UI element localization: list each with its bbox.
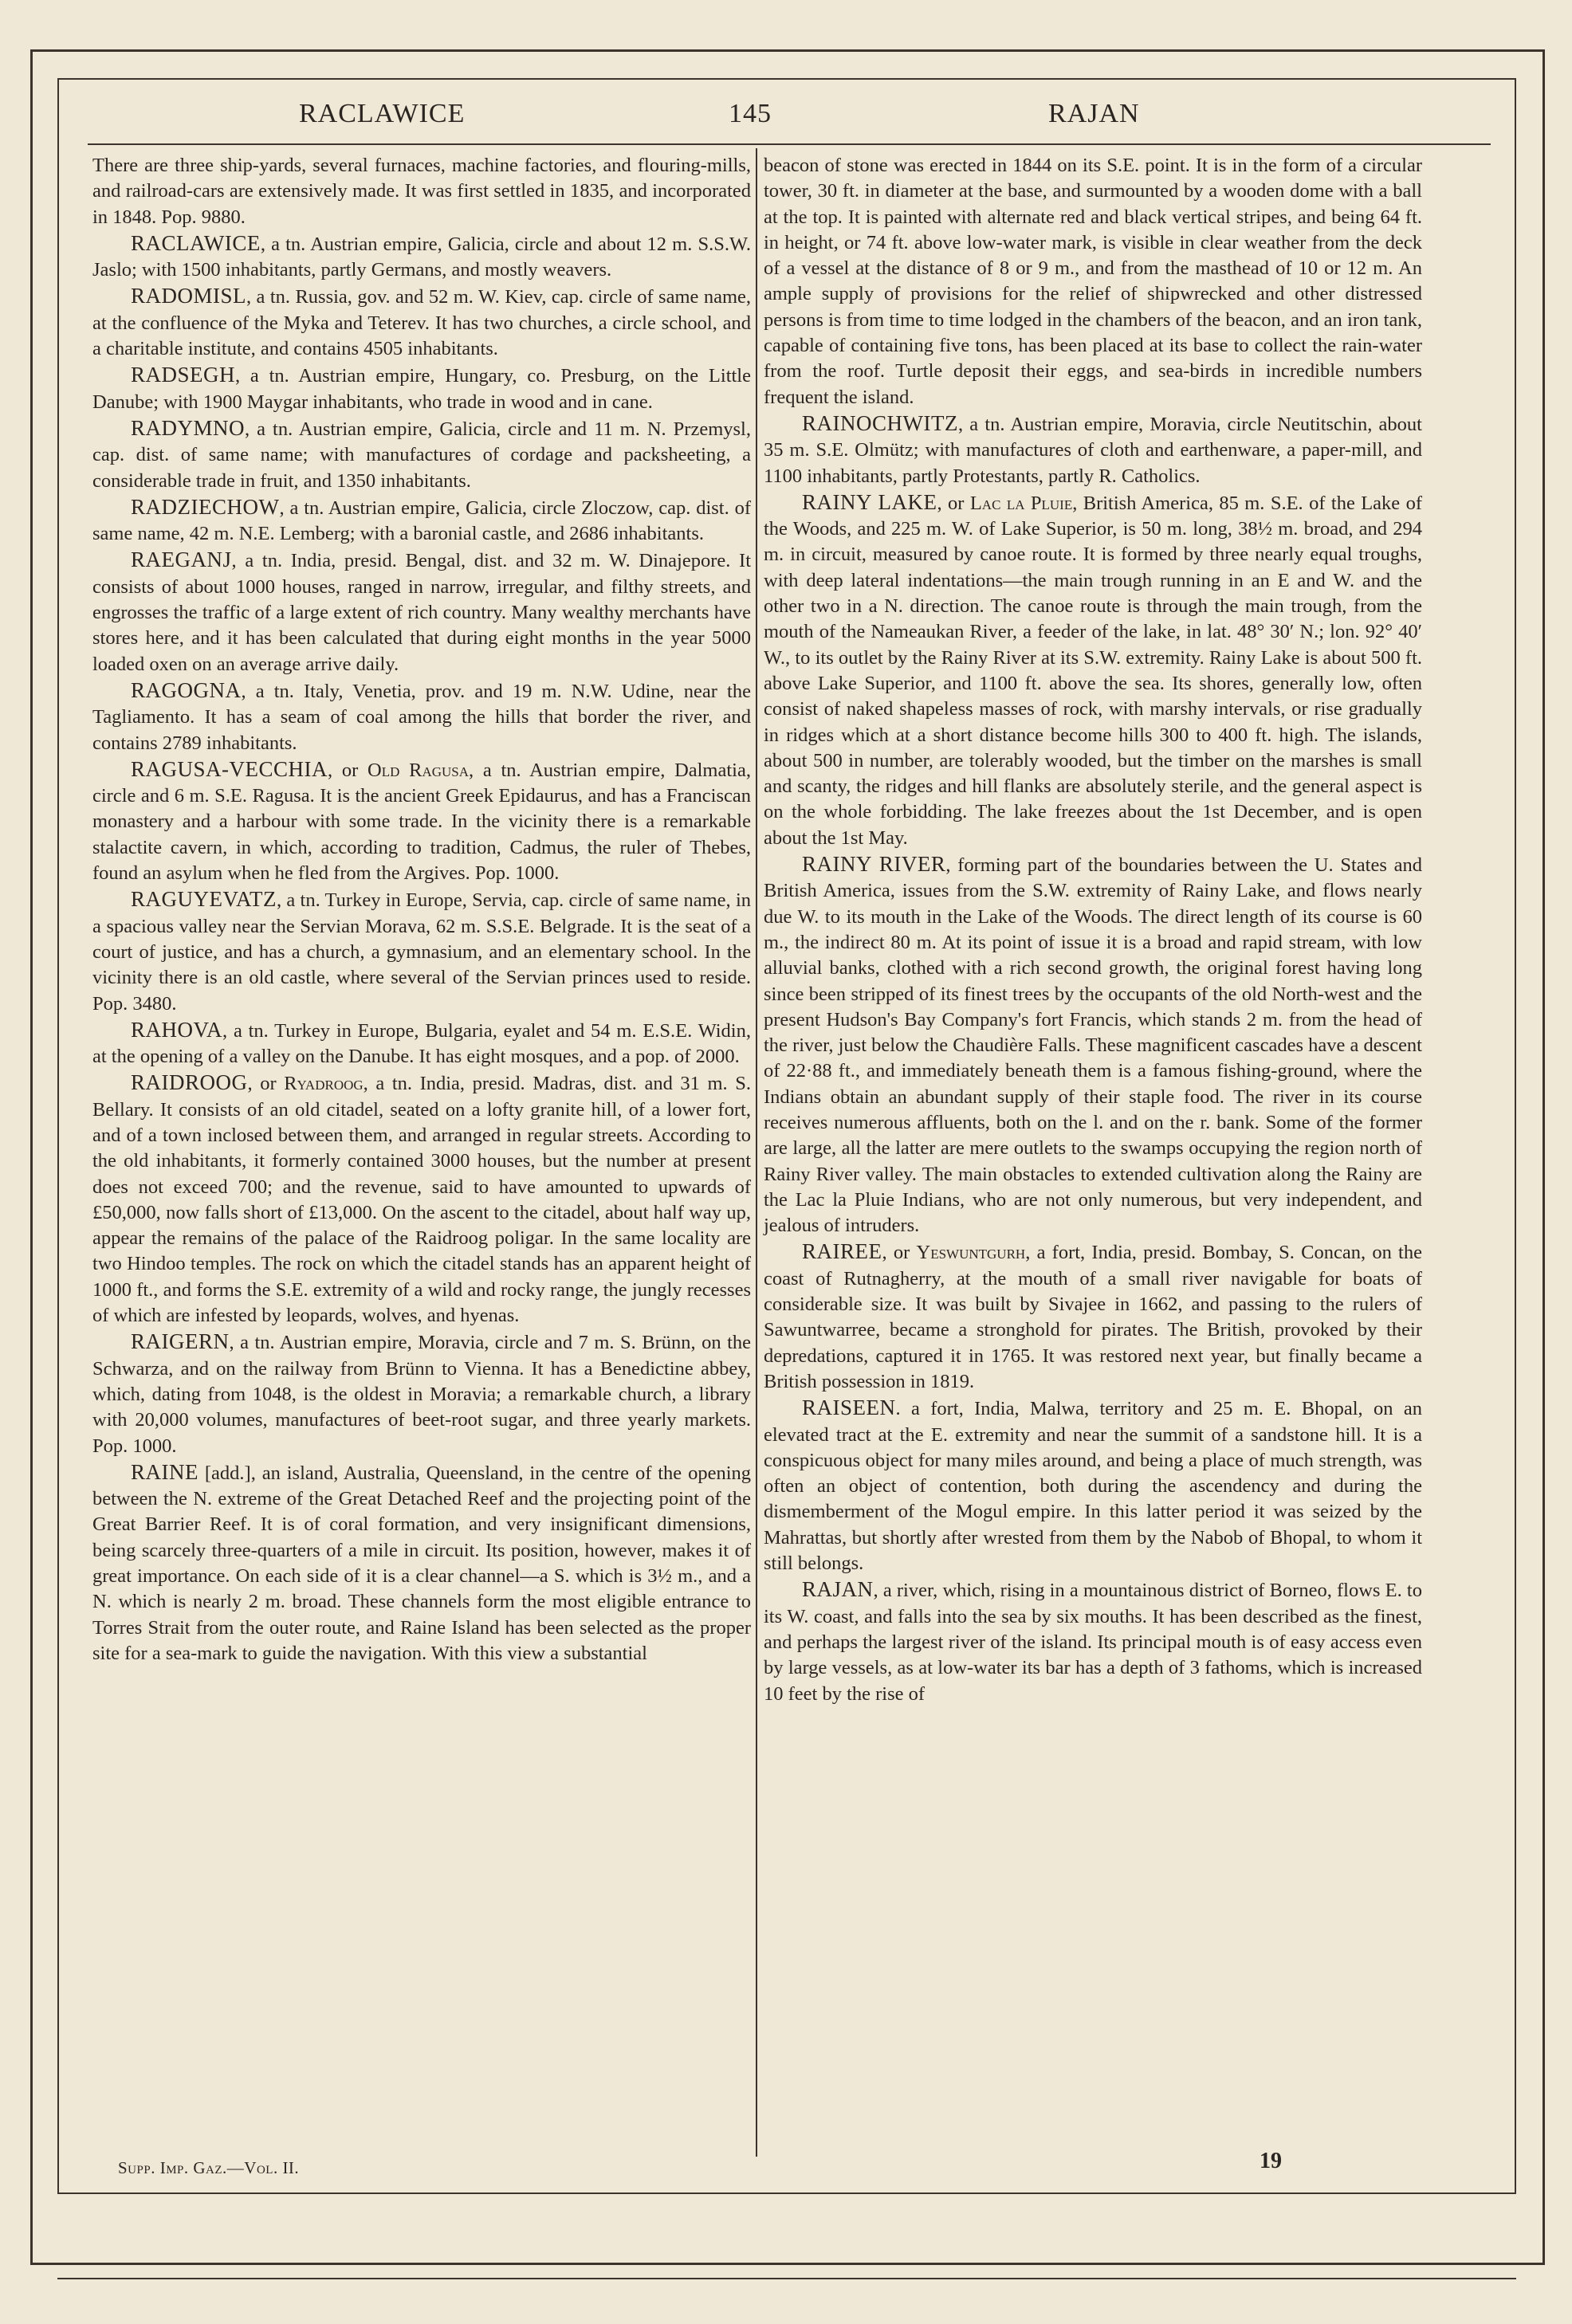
entry-text: , a tn. India, presid. Madras, dist. and 31 m. S. Bellary. It consists of an old citadel, seated on a lofty granite hill, of a lower fort, and of a town inclosed between them, and arranged in regular streets. According to the old inhabitants, it formerly contained 3000 houses, but the number at present does not exceed 700; and the revenue, said to have amounted to upwards of £50,000, now falls short of £13,000. On the ascent to the citadel, about half way up, appear the remains of the palace of the Raidroog poligar. In the same locality are two Hindoo temples. The rock on which the citadel stands has an apparent height of 1000 ft., and forms the S.E. extremity of a wild and rocky range, the jungly recesses of which are infested by leopards, wolves, and hyenas. <box>92 1073 751 1327</box>
headword: RAHOVA <box>131 1017 223 1042</box>
entry-text: , a tn. Russia, gov. and 52 m. W. Kiev, cap. circle of same name, at the confluence of the Myka and Teterev. It has two churches, a circle school, and a charitable institute, and contains 4505 inhabitants. <box>92 286 751 360</box>
entry-text: , a tn. Austrian empire, Dalmatia, circle and 6 m. S.E. Ragusa. It is the ancient Greek Epidaurus, and has a Franciscan monastery and a harbour with some trade. In the vicinity there is a remarkable stalactite cavern, in which, according to tradition, Cadmus, the ruler of Thebes, found an asylum when he fled from the Argives. Pop. 1000. <box>92 759 751 885</box>
entry-radziechow <box>92 494 751 548</box>
entry-raeganj <box>92 547 751 677</box>
entry-text: [add.], an island, Australia, Queensland, in the centre of the opening between the N. extreme of the Great Detached Reef and the projecting point of the Great Barrier Reef. It is of coral formation, and very insignificant dimensions, being scarcely three-quarters of a mile in circuit. Its position, however, makes it of great importance. On each side of it is a clear channel—a S. which is 3½ m., and a N. which is nearly 2 m. broad. These channels form the most eligible entrance to Torres Strait from the outer route, and Raine Island has been selected as the proper site for a sea-mark to guide the navigation. With this view a substantial <box>92 1462 751 1664</box>
entry-raigern <box>92 1329 751 1458</box>
header-right-word: RAJAN <box>1048 99 1140 128</box>
entry-text: , a tn. Turkey in Europe, Servia, cap. circle of same name, in a spacious valley near the Servian Morava, 62 m. S.S.E. Belgrade. It is the seat of a court of justice, and has a church, a gymnasium, and an elementary school. In the vicinity there is an old castle, where several of the Servian princes used to reside. Pop. 3480. <box>92 889 751 1015</box>
bottom-rule <box>57 2278 1516 2279</box>
headword: RAGOGNA <box>131 677 242 702</box>
entry-raguyevatz <box>92 886 751 1016</box>
headword: RAINY RIVER <box>802 852 946 877</box>
entry-ragogna <box>92 677 751 756</box>
header-rule <box>88 143 1491 145</box>
right-column <box>764 153 1422 1707</box>
entry-radsegh <box>92 362 751 415</box>
entry-text: , a tn. Turkey in Europe, Bulgaria, eyalet and 54 m. E.S.E. Widin, at the opening of a valley on the Danube. It has eight mosques, and a pop. of 2000. <box>92 1019 751 1068</box>
entry-rainochwitz <box>764 410 1422 489</box>
headword: RAINY LAKE <box>802 489 937 514</box>
headword: RAIREE <box>802 1239 882 1264</box>
footer-imprint: Supp. Imp. Gaz.—Vol. II. <box>118 2158 300 2177</box>
headword: RAGUYEVATZ <box>131 887 277 912</box>
headword: RADZIECHOW <box>131 494 280 519</box>
alt-name: Old Ragusa <box>367 759 470 781</box>
entry-continuation <box>92 153 751 230</box>
alt-name: Yeswuntgurh <box>916 1242 1026 1264</box>
entry-raclawice <box>92 230 751 284</box>
entry-text: , a river, which, rising in a mountainous district of Borneo, flows E. to its W. coast, and falls into the sea by six mouths. It has been described as the finest, and perhaps the largest river of the island. Its principal mouth is of easy access even by large vessels, as at low-water its bar has a depth of 3 fathoms, which is increased 10 feet by the rise of <box>764 1580 1422 1705</box>
entry-text: , a tn. Austrian empire, Galicia, circle and about 12 m. S.S.W. Jaslo; with 1500 inhabitants, partly Germans, and mostly weavers. <box>92 233 751 281</box>
headword: RADSEGH <box>131 363 236 387</box>
left-column <box>92 153 751 1666</box>
entry-text: , a tn. Austrian empire, Moravia, circle Neutitschin, about 35 m. S.E. Olmütz; with manufactures of cloth and earthenware, a paper-mill, and 1100 inhabitants, partly Protestants, partly R. Catholics. <box>764 413 1422 487</box>
entry-rainy-river <box>764 851 1422 1239</box>
entry-raine <box>92 1459 751 1666</box>
headword: RAJAN <box>802 1577 874 1602</box>
headword: RADYMNO <box>131 415 246 440</box>
entry-text: , forming part of the boundaries between the U. States and British America, issues from the S.W. extremity of Rainy Lake, and flows nearly due W. to its mouth in the Lake of the Woods. The direct length of its course is 60 m., the indirect 80 m. At its point of issue it is a broad and rapid stream, with low alluvial banks, clothed with a rich second growth, the original forest having long since been stripped of its finest trees by the occupants of the old North-west and the present Hudson's Bay Company's fort Francis, which stands 2 m. from the head of the river, just below the Chaudière Falls. These magnificent cascades have a descent of 22·88 ft., and immediately beneath them is a famous fishing-ground, where the Indians obtain an abundant supply of their staple food. The river in its course receives numerous affluents, both on the l. and on the r. bank. Some of the former are large, all the latter are mere outlets to the swamps occupying the region north of Rainy River valley. The main obstacles to extended cultivation along the Rainy are the Lac la Pluie Indians, who are not only numerous, but very independent, and jealous of intruders. <box>764 854 1422 1237</box>
running-header <box>88 99 1491 139</box>
headword: RAEGANJ <box>131 548 232 572</box>
entry-text: beacon of stone was erected in 1844 on its S.E. point. It is in the form of a circular tower, 30 ft. in diameter at the base, and surmounted by a wooden dome with a ball at the top. It is painted with alternate red and black vertical stripes, and being 64 ft. in height, or 74 ft. above low-water mark, is visible in clear weather from the deck of a vessel at the distance of 8 or 9 m., and from the masthead of 10 or 12 m. An ample supply of provisions for the relief of shipwrecked and other distressed persons is from time to time lodged in the chambers of the beacon, and an iron tank, capable of containing five tons, has been placed at its base to collect the rain-water from the roof. Turtle deposit their eggs, and sea-birds in incredible numbers frequent the island. <box>764 155 1422 408</box>
column-divider <box>756 148 757 2157</box>
entry-raidroog: RAIDROOG, or Ryadroog, a tn. India, presid. Madras, dist. and 31 m. S. Bellary. It consists of an old citadel, seated on a lofty granite hill, of a lower fort, and of a town inclosed between them, and arranged in regular streets. According to the old inhabitants, it formerly contained 3000 houses, but the number at present does not exceed 700; and the revenue, said to have amounted to upwards of £50,000, now falls short of £13,000. On the ascent to the citadel, about half way up, appear the remains of the palace of the Raidroog poligar. In the same locality are two Hindoo temples. The rock on which the citadel stands has an apparent height of 1000 ft., and forms the S.E. extremity of a wild and rocky range, the jungly recesses of which are infested by leopards, wolves, and hyenas. <box>92 1070 751 1327</box>
entry-rainy-lake: RAINY LAKE, or Lac la Pluie, British America, 85 m. S.E. of the Lake of the Woods, and 225 m. W. of Lake Superior, is 50 m. long, 38½ m. broad, and 294 m. in circuit, measured by canoe route. It is formed by three nearly equal troughs, with deep lateral indentations—the main trough running in an E and W. and the other two in a N. direction. The canoe route is through the main trough, from the mouth of the Nameaukan River, a feeder of the lake, in lat. 48° 30′ N.; lon. 92° 40′ W., to its outlet by the Rainy River at its S.W. extremity. Rainy Lake is about 500 ft. above Lake Superior, and 1100 ft. above the sea. Its shores, generally low, often consist of naked shapeless masses of rock, with marshy intervals, or rise gradually in ridges which at a short distance become hills 300 to 400 ft. high. The islands, about 500 in number, are tolerably wooded, but the timber on the marshes is small and scanty, the ridges and hill flanks are absolutely sterile, and the general aspect is on the whole forbidding. The lake freezes about the 1st December, and is open about the 1st May. <box>764 489 1422 849</box>
entry-text: . a fort, India, Malwa, territory and 25 m. E. Bhopal, on an elevated tract at the E. extremity and near the summit of a sandstone hill. It is a conspicuous object for many miles around, and being a place of much strength, was often an object of contention, both during the ascendency and during the dismemberment of the Mogul empire. In this latter period it was seized by the Mahrattas, but shortly after wrested from them by the Nabob of Bhopal, to whom it still belongs. <box>764 1398 1422 1575</box>
entry-text: , a tn. Italy, Venetia, prov. and 19 m. N.W. Udine, near the Tagliamento. It has a seam of coal among the hills that border the river, and contains 2789 inhabitants. <box>92 680 751 754</box>
entry-rairee: RAIREE, or Yeswuntgurh, a fort, India, presid. Bombay, S. Concan, on the coast of Rutnagherry, at the mouth of a small river navigable for boats of considerable size. It was built by Sivajee in 1662, and passing to the rulers of Sawuntwarree, became a stronghold for pirates. The British, provoked by their depredations, captured it in 1765. It was restored next year, but finally became a British possession in 1819. <box>764 1239 1422 1392</box>
headword: RADOMISL <box>131 284 247 308</box>
signature-mark: 19 <box>1260 2149 1282 2173</box>
entry-text: , a tn. Austrian empire, Moravia, circle and 7 m. S. Brünn, on the Schwarza, and on the railway from Brünn to Vienna. It has a Benedictine abbey, which, dating from 1048, is the oldest in Moravia; a remarkable church, a library with 20,000 volumes, manufactures of beet-root sugar, and three yearly markets. Pop. 1000. <box>92 1332 751 1457</box>
alt-name: Ryadroog <box>284 1073 364 1095</box>
entry-text: , a fort, India, presid. Bombay, S. Concan, on the coast of Rutnagherry, at the mouth of a small river navigable for boats of considerable size. It was built by Sivajee in 1662, and passing to the rulers of Sawuntwarree, became a stronghold for pirates. The British, provoked by their depredations, captured it in 1765. It was restored next year, but finally became a British possession in 1819. <box>764 1242 1422 1392</box>
entry-text: , a tn. India, presid. Bengal, dist. and 32 m. W. Dinajepore. It consists of about 1000 houses, ranged in narrow, irregular, and filthy streets, and engrosses the traffic of a large extent of rich country. Many wealthy merchants have stores here, and it has been calculated that during eight months in the year 5000 loaded oxen on an average arrive daily. <box>92 550 751 675</box>
entry-text: , a tn. Austrian empire, Hungary, co. Presburg, on the Little Danube; with 1900 Maygar inhabitants, who trade in wood and in cane. <box>92 365 751 413</box>
alt-name: Lac la Pluie <box>969 492 1073 514</box>
headword: RAINOCHWITZ <box>802 410 958 435</box>
headword: RAISEEN <box>802 1396 896 1420</box>
entry-raiseen <box>764 1395 1422 1576</box>
entry-text: There are three ship-yards, several furnaces, machine factories, and flouring-mills, and railroad-cars are extensively made. It was first settled in 1835, and incorporated in 1848. Pop. 9880. <box>92 155 751 228</box>
entry-text: , a tn. Austrian empire, Galicia, circle Zloczow, cap. dist. of same name, 42 m. N.E. Lemberg; with a baronial castle, and 2686 inhabitants. <box>92 497 751 545</box>
header-left-word: RACLAWICE <box>299 99 466 128</box>
entry-radymno <box>92 415 751 494</box>
headword: RAIGERN <box>131 1329 230 1354</box>
entry-rahova <box>92 1017 751 1070</box>
page-number: 145 <box>729 99 772 128</box>
entry-rajan <box>764 1576 1422 1706</box>
headword: RAGUSA-VECCHIA <box>131 756 328 781</box>
headword: RACLAWICE <box>131 230 261 255</box>
entry-text: , British America, 85 m. S.E. of the Lake of the Woods, and 225 m. W. of Lake Superior, is 50 m. long, 38½ m. broad, and 294 m. in circuit, measured by canoe route. It is formed by three nearly equal troughs, with deep lateral indentations—the main trough running in an E and W. and the other two in a N. direction. The canoe route is through the main trough, from the mouth of the Nameaukan River, a feeder of the lake, in lat. 48° 30′ N.; lon. 92° 40′ W., to its outlet by the Rainy River at its S.W. extremity. Rainy Lake is about 500 ft. above Lake Superior, and 1100 ft. above the sea. Its shores, generally low, often consist of naked shapeless masses of rock, with marshy intervals, or rise gradually in ridges which at a short distance become hills 300 to 400 ft. high. The islands, about 500 in number, are tolerably wooded, but the timber on the marshes is small and scanty, the ridges and hill flanks are absolutely sterile, and the general aspect is on the whole forbidding. The lake freezes about the 1st December, and is open about the 1st May. <box>764 492 1422 849</box>
entry-continuation <box>764 153 1422 410</box>
headword: RAIDROOG <box>131 1070 248 1095</box>
entry-ragusa-vecchia: RAGUSA-VECCHIA, or Old Ragusa, a tn. Austrian empire, Dalmatia, circle and 6 m. S.E. Ragusa. It is the ancient Greek Epidaurus, and has a Franciscan monastery and a harbour with some trade. In the vicinity there is a remarkable stalactite cavern, in which, according to tradition, Cadmus, the ruler of Thebes, found an asylum when he fled from the Argives. Pop. 1000. <box>92 756 751 885</box>
entry-text: , a tn. Austrian empire, Galicia, circle and 11 m. N. Przemysl, cap. dist. of same name; with manufactures of cordage and packsheeting, a considerable trade in fruit, and 1350 inhabitants. <box>92 418 751 492</box>
entry-radomisl <box>92 283 751 362</box>
headword: RAINE <box>131 1459 198 1484</box>
